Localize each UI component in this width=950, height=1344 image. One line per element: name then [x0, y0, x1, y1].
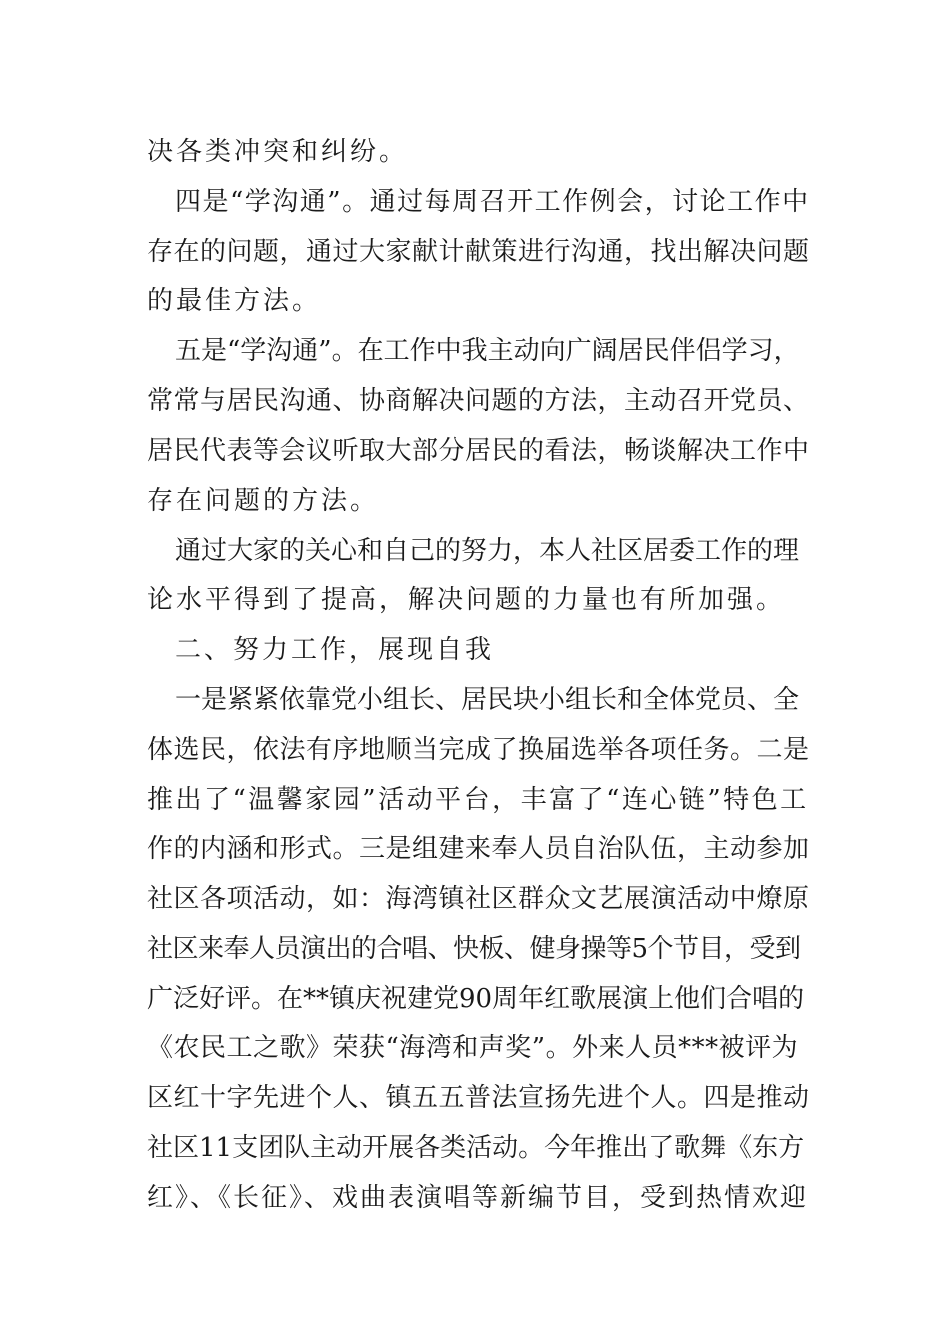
text-line: 作的内涵和形式。三是组建来奉人员自治队伍，主动参加: [147, 834, 810, 864]
text-line: 的最佳方法。: [147, 286, 322, 316]
section-heading: 二、努力工作，展现自我: [175, 635, 495, 665]
text-line: 居民代表等会议听取大部分居民的看法，畅谈解决工作中: [147, 436, 810, 466]
text-line: 论水平得到了提高，解决问题的力量也有所加强。: [147, 585, 786, 615]
text-line: 《农民工之歌》荣获“海湾和声奖”。外来人员***被评为: [147, 1033, 799, 1063]
text-line: 五是“学沟通”。在工作中我主动向广阔居民伴侣学习，: [175, 336, 800, 366]
text-line: 社区各项活动，如：海湾镇社区群众文艺展演活动中燎原: [147, 884, 810, 914]
text-line: 区红十字先进个人、镇五五普法宣扬先进个人。四是推动: [147, 1083, 810, 1113]
text-line: 社区11支团队主动开展各类活动。今年推出了歌舞《东方: [147, 1133, 805, 1163]
text-line: 体选民，依法有序地顺当完成了换届选举各项任务。二是: [147, 735, 810, 765]
text-line: 四是“学沟通”。通过每周召开工作例会，讨论工作中: [175, 187, 810, 217]
text-line: 决各类冲突和纠纷。: [147, 137, 409, 167]
text-line: 存在问题的方法。: [147, 486, 380, 516]
text-line: 常常与居民沟通、协商解决问题的方法，主动召开党员、: [147, 386, 810, 416]
text-line: 社区来奉人员演出的合唱、快板、健身操等5个节目，受到: [147, 934, 801, 964]
text-line: 一是紧紧依靠党小组长、居民块小组长和全体党员、全: [175, 685, 800, 715]
text-line: 通过大家的关心和自己的努力，本人社区居委工作的理: [175, 536, 800, 566]
text-line: 广泛好评。在**镇庆祝建党90周年红歌展演上他们合唱的: [147, 984, 805, 1014]
text-line: 红》、《长征》、戏曲表演唱等新编节目，受到热情欢迎: [147, 1183, 809, 1213]
text-line: 推出了“温馨家园”活动平台，丰富了“连心链”特色工: [147, 785, 809, 815]
text-line: 存在的问题，通过大家献计献策进行沟通，找出解决问题: [147, 237, 810, 267]
